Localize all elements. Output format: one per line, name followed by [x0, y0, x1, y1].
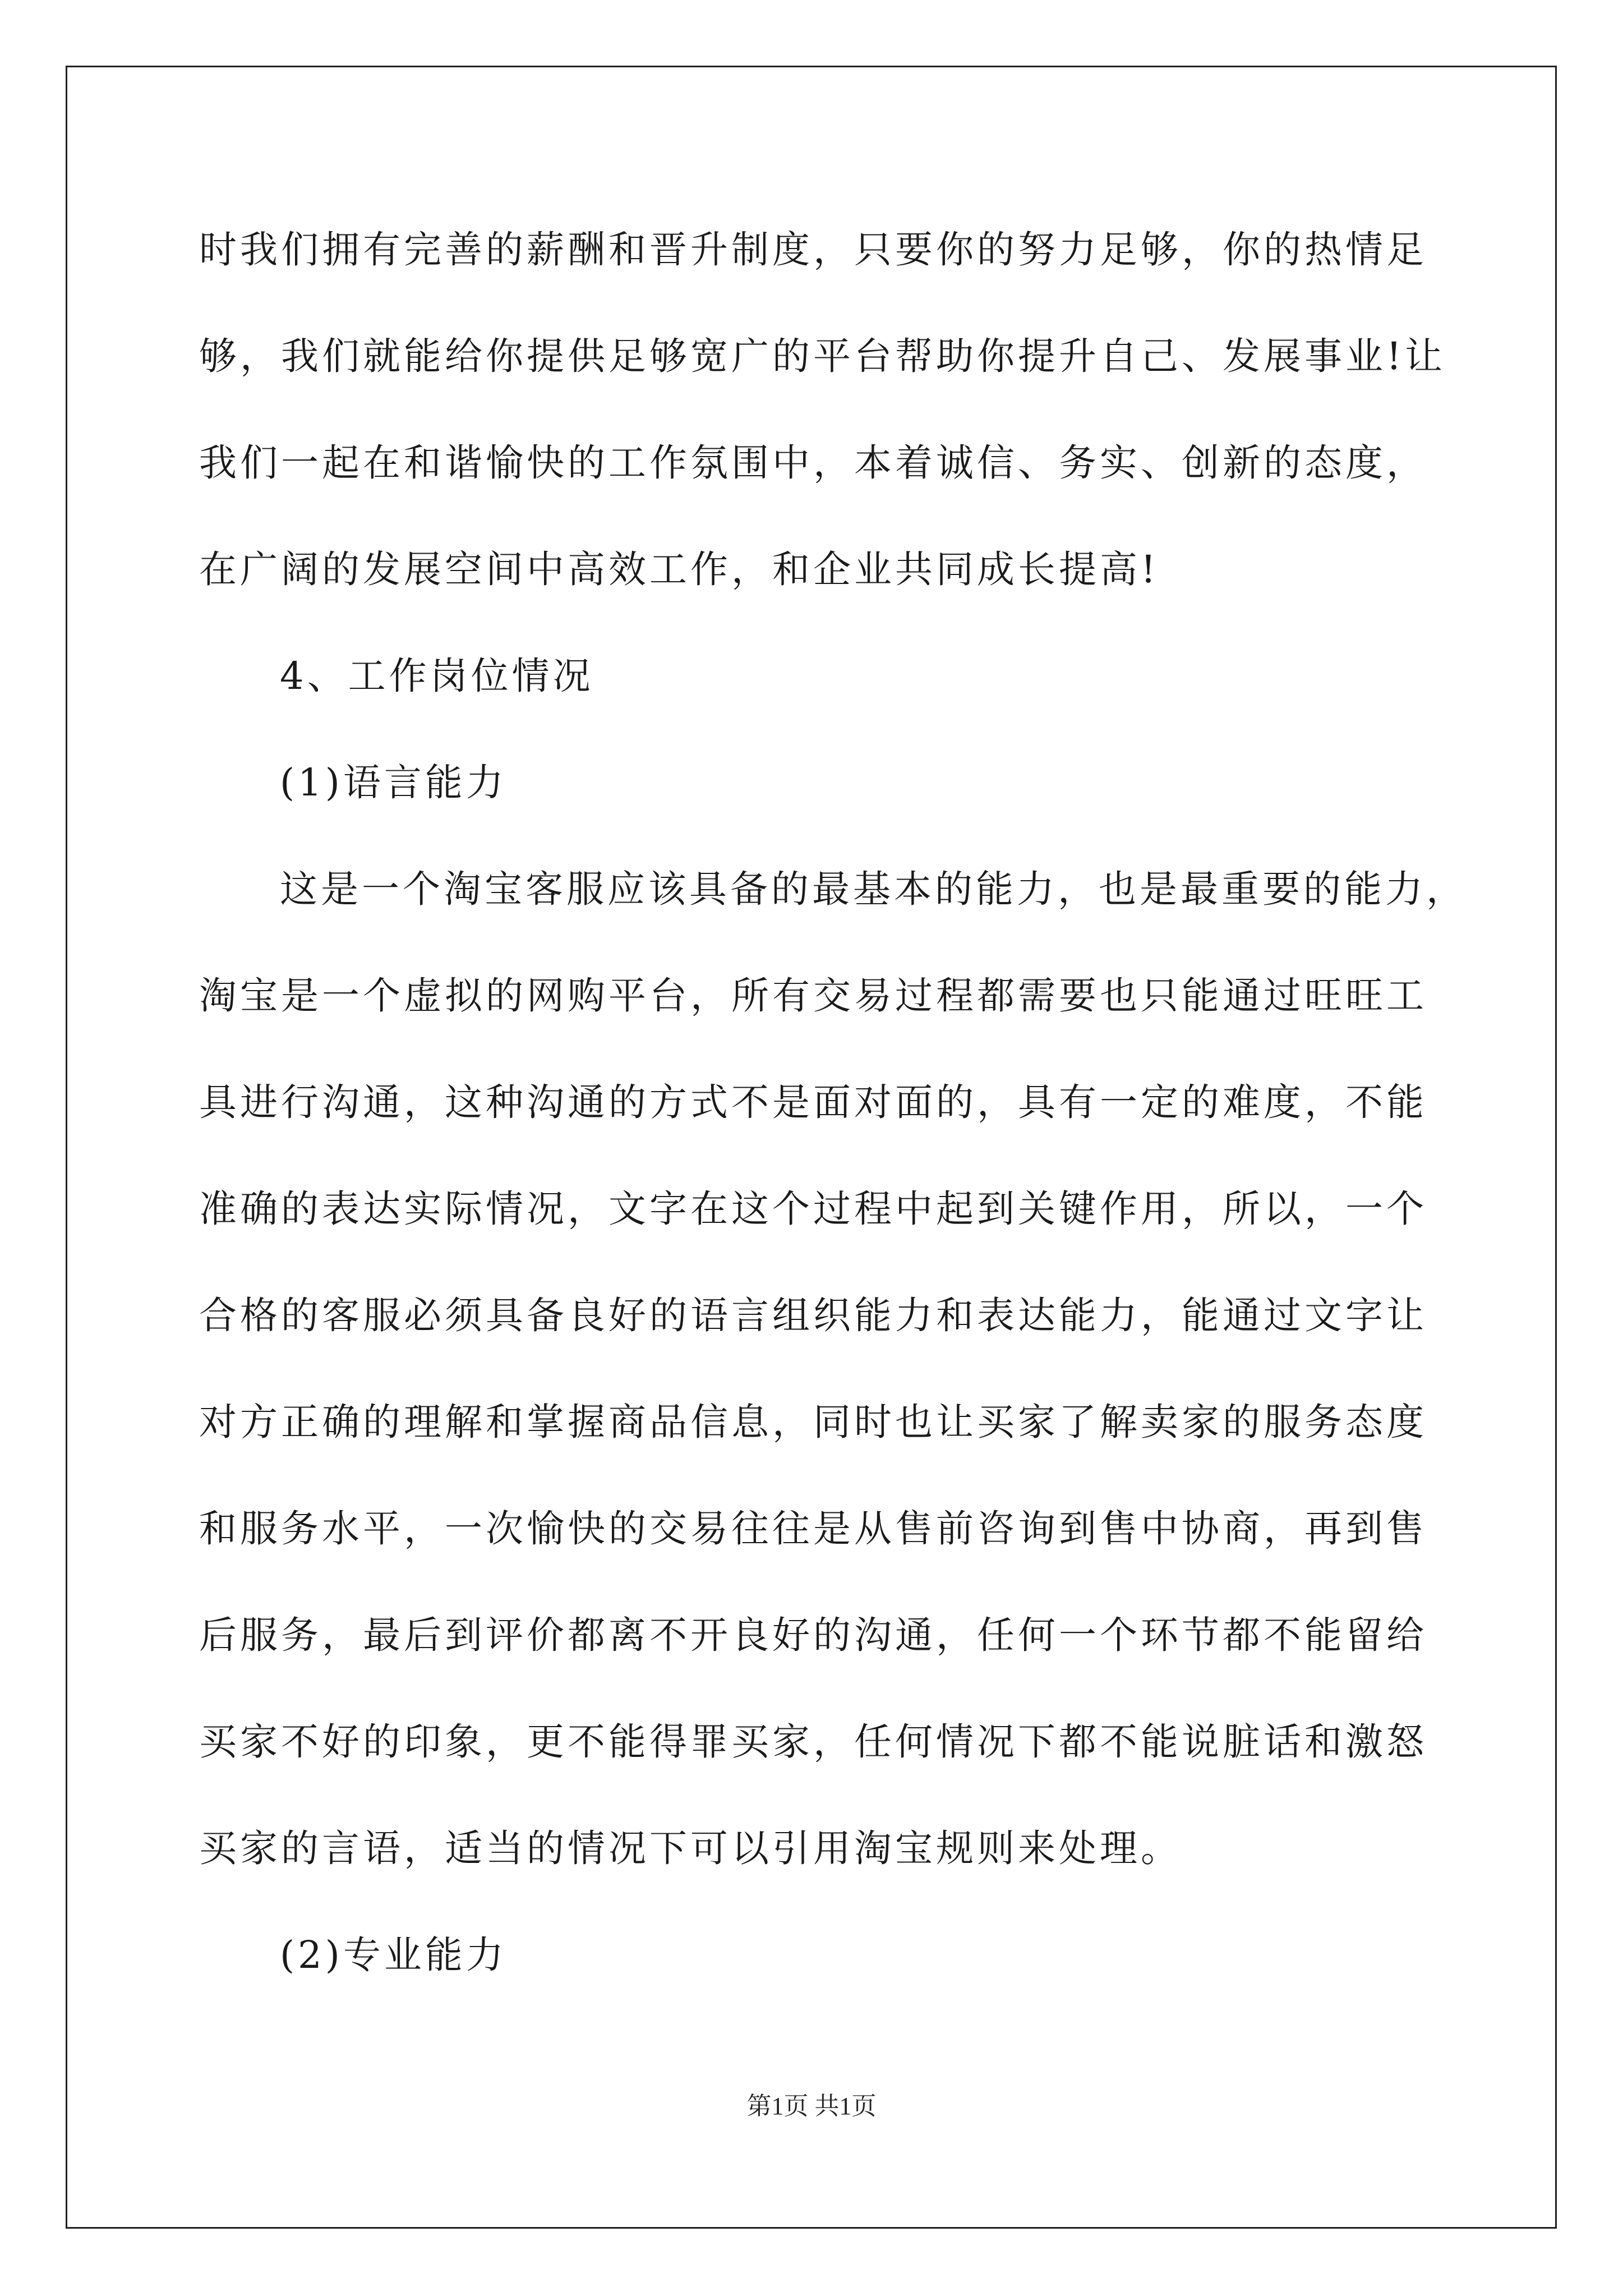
- paragraph-line: 这是一个淘宝客服应该具备的最基本的能力，也是最重要的能力，: [280, 867, 1467, 911]
- paragraph-line: 后服务，最后到评价都离不开良好的沟通，任何一个环节都不能留给: [199, 1613, 1427, 1657]
- document-body: [199, 213, 1467, 2025]
- page-footer: [0, 2090, 1623, 2123]
- paragraph-line: 对方正确的理解和掌握商品信息，同时也让买家了解卖家的服务态度: [199, 1400, 1427, 1444]
- paragraph-line: 淘宝是一个虚拟的网购平台，所有交易过程都需要也只能通过旺旺工: [199, 974, 1427, 1018]
- paragraph-line: 买家的言语，适当的情况下可以引用淘宝规则来处理。: [199, 1826, 1182, 1870]
- paragraph-line: 和服务水平，一次愉快的交易往往是从售前咨询到售中协商，再到售: [199, 1507, 1427, 1550]
- paragraph-line: 合格的客服必须具备良好的语言组织能力和表达能力，能通过文字让: [199, 1294, 1427, 1337]
- page-indicator: 第1页 共1页: [746, 2092, 877, 2120]
- paragraph-line: 具进行沟通，这种沟通的方式不是面对面的，具有一定的难度，不能: [199, 1080, 1427, 1124]
- paragraph-line: 我们一起在和谐愉快的工作氛围中，本着诚信、务实、创新的态度，: [199, 441, 1427, 485]
- paragraph-line: 准确的表达实际情况，文字在这个过程中起到关键作用，所以，一个: [199, 1187, 1427, 1231]
- paragraph-line: 够，我们就能给你提供足够宽广的平台帮助你提升自己、发展事业!让: [199, 334, 1446, 378]
- paragraph-line: 时我们拥有完善的薪酬和晋升制度，只要你的努力足够，你的热情足: [199, 228, 1427, 272]
- subsection-heading: (1)语言能力: [280, 761, 507, 804]
- subsection-heading: (2)专业能力: [280, 1933, 507, 1977]
- paragraph-line: 买家不好的印象，更不能得罪买家，任何情况下都不能说脏话和激怒: [199, 1720, 1427, 1764]
- section-heading: 4、工作岗位情况: [280, 654, 594, 698]
- paragraph-line: 在广阔的发展空间中高效工作，和企业共同成长提高!: [199, 547, 1159, 591]
